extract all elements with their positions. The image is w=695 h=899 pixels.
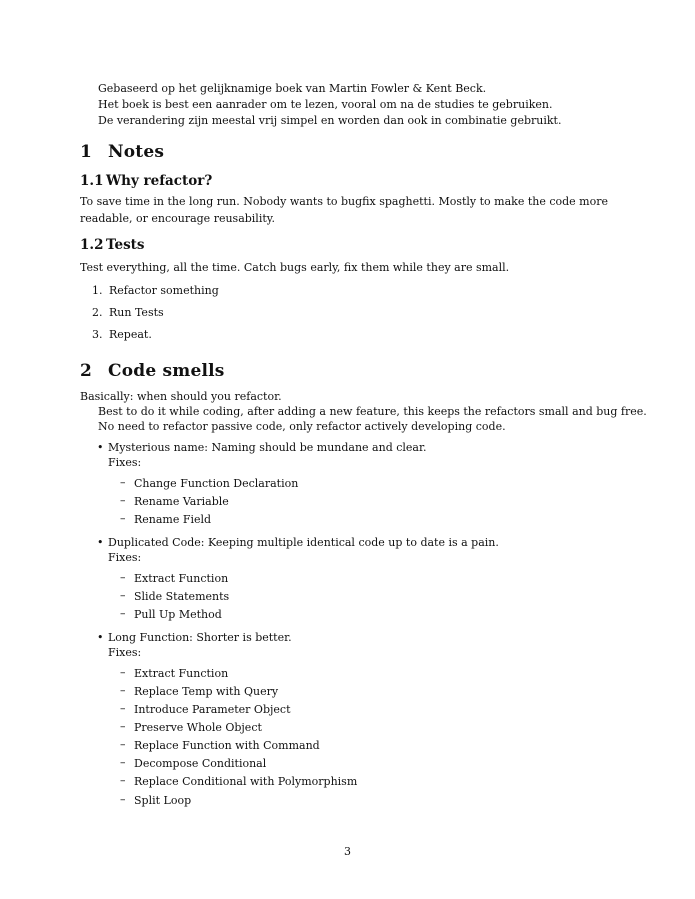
dash-icon: – [120, 666, 126, 679]
intro-line: De verandering zijn meestal vrij simpel en worden dan ook in combinatie gebruikt. [98, 114, 562, 127]
code-smells-intro: No need to refactor passive code, only refactor actively developing code. [98, 420, 506, 433]
dash-icon: – [120, 702, 126, 715]
list-item: Replace Temp with Query [134, 685, 279, 698]
dash-icon: – [120, 756, 126, 769]
bullet-icon: • [97, 631, 104, 644]
section-number: 2 [80, 361, 93, 381]
list-item: Slide Statements [134, 590, 230, 603]
code-smells-intro: Basically: when should you refactor. [80, 390, 282, 403]
code-smells-intro: Best to do it while coding, after adding a new feature, this keeps the refactors small and bug free. [98, 405, 647, 418]
dash-icon: – [120, 589, 126, 602]
tests-paragraph: Test everything, all the time. Catch bugs early, fix them while they are small. [80, 261, 510, 274]
why-refactor-paragraph: To save time in the long run. Nobody wants to bugfix spaghetti. Mostly to make the code more readable, or encourage reusability. [80, 195, 608, 225]
dash-icon: – [120, 793, 126, 806]
dash-icon: – [120, 476, 126, 489]
list-item: 1. Refactor something [92, 284, 219, 297]
section-title: Code smells [108, 361, 225, 381]
subsection-title: Tests [106, 237, 145, 253]
fixes-label: Fixes: [108, 456, 142, 469]
list-item: 2. Run Tests [92, 306, 164, 319]
subsection-heading-tests [80, 237, 145, 253]
intro-line: Het boek is best een aanrader om te lezen, vooral om na de studies te gebruiken. [98, 98, 553, 111]
list-item: Replace Function with Command [134, 739, 320, 752]
dash-icon: – [120, 512, 126, 525]
fixes-label: Fixes: [108, 551, 142, 564]
list-item: Extract Function [134, 667, 229, 680]
dash-icon: – [120, 571, 126, 584]
page-number: 3 [344, 845, 351, 858]
dash-icon: – [120, 607, 126, 620]
list-item: Rename Field [134, 513, 212, 526]
list-item: 3. Repeat. [92, 328, 152, 341]
list-item: Extract Function [134, 572, 229, 585]
subsection-number: 1.1 [80, 173, 104, 189]
list-item: Pull Up Method [134, 608, 222, 621]
intro-line: Gebaseerd op het gelijknamige boek van Martin Fowler & Kent Beck. [98, 82, 487, 95]
list-item: Rename Variable [134, 495, 229, 508]
dash-icon: – [120, 494, 126, 507]
subsection-title: Why refactor? [106, 173, 213, 189]
list-item: Decompose Conditional [134, 757, 267, 770]
fixes-label: Fixes: [108, 646, 142, 659]
subsection-number: 1.2 [80, 237, 104, 253]
list-item: Long Function: Shorter is better. [108, 631, 292, 644]
dash-icon: – [120, 720, 126, 733]
list-item: Split Loop [134, 794, 192, 807]
section-heading-code-smells [80, 361, 225, 381]
list-item: Change Function Declaration [134, 477, 299, 490]
list-item: Replace Conditional with Polymorphism [134, 775, 358, 788]
list-item: Preserve Whole Object [134, 721, 262, 734]
bullet-icon: • [97, 536, 104, 549]
list-item: Mysterious name: Naming should be mundane and clear. [108, 441, 427, 454]
dash-icon: – [120, 738, 126, 751]
section-title: Notes [108, 142, 165, 162]
section-number: 1 [80, 142, 93, 162]
section-heading-notes [80, 142, 164, 162]
list-item: Duplicated Code: Keeping multiple identical code up to date is a pain. [108, 536, 499, 549]
subsection-heading-why-refactor [80, 173, 212, 189]
bullet-icon: • [97, 441, 104, 454]
list-item: Introduce Parameter Object [134, 703, 291, 716]
dash-icon: – [120, 774, 126, 787]
dash-icon: – [120, 684, 126, 697]
